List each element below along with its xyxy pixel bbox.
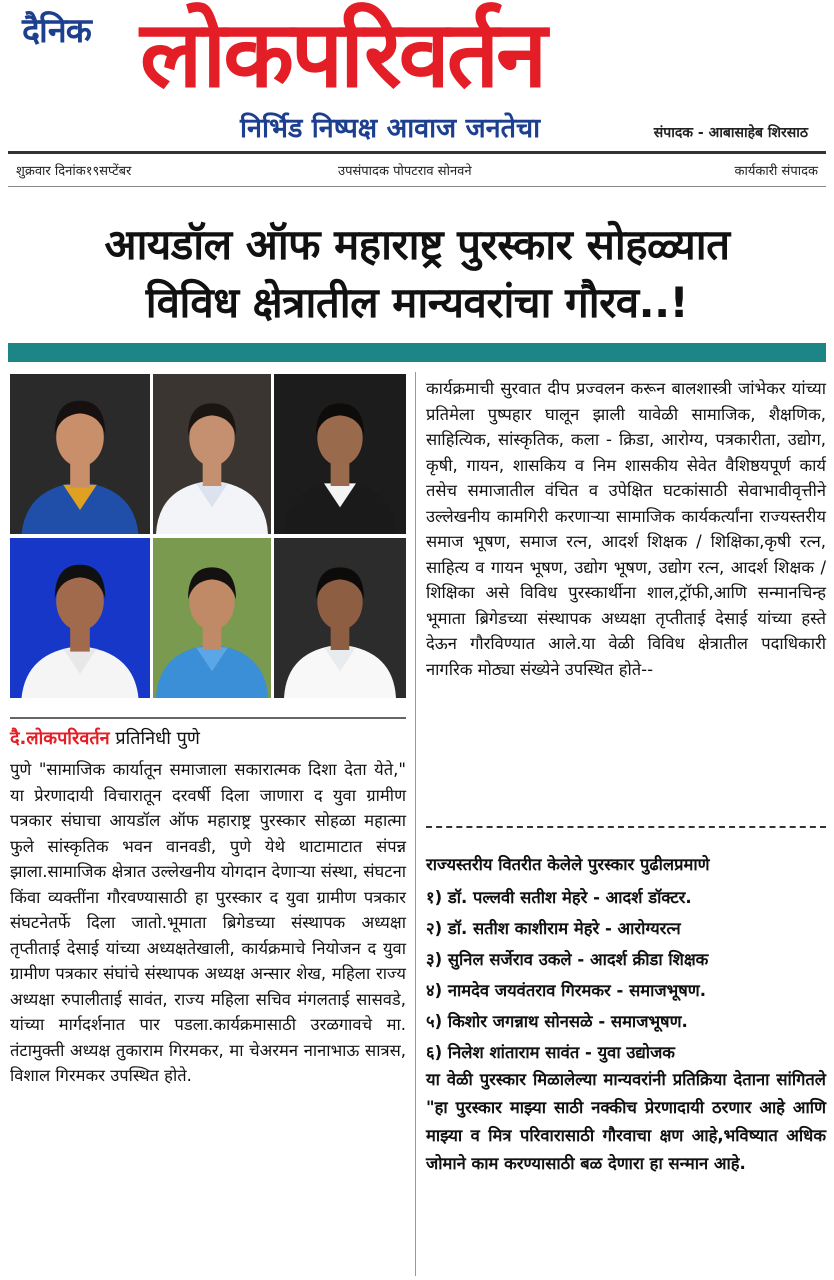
headline-line-2: विविध क्षेत्रातील मान्यवरांचा गौरव..!	[145, 278, 689, 327]
masthead-editor: संपादक - आबासाहेब शिरसाठ	[653, 125, 808, 141]
man-tracksuit-portrait	[274, 374, 406, 534]
award-item: ४) नामदेव जयवंतराव गिरमकर - समाजभूषण.	[426, 981, 706, 1000]
awards-title: राज्यस्तरीय वितरीत केलेले पुरस्कार पुढीलप्रमाणे	[426, 855, 710, 874]
woman-saree-portrait	[10, 374, 150, 534]
awardee-reaction: या वेळी पुरस्कार मिळालेल्या मान्यवरांनी प्रतिक्रिया देताना सांगितले "हा पुरस्कार माझ्या साठी नक्कीच प्रेरणादायी ठरणार आहे आणि माझ्या व मित्र परिवारासाठी गौरवाचा क्षण आहे,भविष्यात अधिक जोमाने काम करण्यासाठी बळ देणारा हा सन्मान आहे.	[426, 1070, 826, 1173]
award-item: ३) सुनिल सर्जेराव उकले - आदर्श क्रीडा शिक्षक	[426, 950, 709, 969]
info-bar-rule	[8, 186, 826, 187]
byline-reporter: प्रतिनिधी पुणे	[115, 728, 200, 749]
headline-divider-bar	[8, 343, 826, 362]
man-white-shirt-portrait	[153, 374, 271, 534]
info-sub-editor: उपसंपादक पोपटराव सोनवने	[338, 164, 472, 179]
headline-line-1: आयडॉल ऑफ महाराष्ट्र पुरस्कार सोहळ्यात	[104, 220, 730, 269]
masthead-prefix: दैनिक	[22, 11, 91, 51]
photo-grid	[10, 374, 406, 698]
article-left-body: पुणे "सामाजिक कार्यातून समाजाला सकारात्मक दिशा देता येते," या प्रेरणादायी विचारातून दरवर्षी दिला जाणारा द युवा ग्रामीण पत्रकार संघाचा आयडॉल ऑफ महाराष्ट्र पुरस्कार सोहळा महात्मा फुले सांस्कृतिक भवन वानवडी, पुणे येथे थाटामाटात संपन्न झाला.सामाजिक क्षेत्रात उल्लेखनीय योगदान देणाऱ्या संस्था, संघटना किंवा व्यक्तींना गौरवण्यासाठी हा पुरस्कार द युवा ग्रामीण पत्रकार संघटनेतर्फे दिला जातो.भूमाता ब्रिगेडच्या संस्थापक अध्यक्षा तृप्तीताई देसाई यांच्या अध्यक्षतेखाली, कार्यक्रमाचे नियोजन द युवा ग्रामीण पत्रकार संघांचे संस्थापक अध्यक्ष अन्सार शेख, महिला राज्य अध्यक्षा रुपालीताई सावंत, राज्य महिला सचिव मंगलताई सासवडे, यांच्या मार्गदर्शनात पार पडला.कार्यक्रमासाठी उरळगावचे मा. तंटामुक्ती अध्यक्ष तुकाराम गिरमकर, मा चेअरमन नानाभाऊ सात्रस, विशाल गिरमकर उपस्थित होते.	[10, 760, 406, 1085]
masthead	[0, 0, 834, 150]
photo-portrait-2	[153, 374, 271, 534]
award-item: १) डॉ. पल्लवी सतीश मेहरे - आदर्श डॉक्टर.	[426, 888, 692, 907]
masthead-title: लोकपरिवर्तन	[140, 1, 545, 108]
info-executive-editor: कार्यकारी संपादक	[734, 164, 818, 179]
byline-paper: दै.लोकपरिवर्तन	[10, 728, 110, 749]
byline	[10, 726, 200, 750]
photo-portrait-5	[153, 538, 271, 698]
headline	[8, 216, 826, 332]
dashed-separator	[426, 826, 826, 828]
column-divider	[415, 372, 416, 1276]
photo-caption-rule	[10, 717, 406, 719]
masthead-rule	[8, 151, 826, 154]
photo-portrait-1	[10, 374, 150, 534]
info-date: शुक्रवार दिनांक१९सप्टेंबर	[16, 164, 132, 179]
young-man-portrait	[274, 538, 406, 698]
photo-portrait-3	[274, 374, 406, 534]
info-bar	[8, 156, 826, 186]
bearded-man-portrait	[153, 538, 271, 698]
award-item: २) डॉ. सतीश काशीराम मेहरे - आरोग्यरत्न	[426, 919, 681, 938]
awards-list	[426, 882, 826, 1068]
masthead-tagline: निर्भिड निष्पक्ष आवाज जनतेचा	[240, 113, 541, 144]
award-item: ६) निलेश शांताराम सावंत - युवा उद्योजक	[426, 1043, 675, 1062]
photo-portrait-4	[10, 538, 150, 698]
article-right-body: कार्यक्रमाची सुरवात दीप प्रज्वलन करून बालशास्त्री जांभेकर यांच्या प्रतिमेला पुष्पहार घालून झाली यावेळी सामाजिक, शैक्षणिक, साहित्यिक, सांस्कृतिक, कला - क्रिडा, आरोग्य, पत्रकारीता, उद्योग, कृषी, गायन, शासकिय व निम शासकीय सेवेत वैशिष्ठयपूर्ण कार्य तसेच समाजातील वंचित व उपेक्षित घटकांसाठी सेवाभावीवृत्तीने उल्लेखनीय कामगिरी करणाऱ्या सामाजिक कार्यकर्त्यांना राज्यस्तरीय समाज भूषण, समाज रत्न, आदर्श शिक्षक / शिक्षिका,कृषी रत्न, साहित्य व गायन भूषण, उद्योग भूषण, उद्योग रत्न, आदर्श शिक्षक / शिक्षिका असे विविध पुरस्कार्थीना शाल,ट्रॉफी,आणि सन्मानचिन्ह भूमाता ब्रिगेडच्या संस्थापक अध्यक्षा तृप्तीताई देसाई यांच्या हस्ते देऊन गौरविण्यात आले.या वेळी विविध क्षेत्रातील पदाधिकारी नागरिक मोठ्या संख्येने उपस्थित होते--	[426, 379, 826, 679]
award-item: ५) किशोर जगन्नाथ सोनसळे - समाजभूषण.	[426, 1012, 688, 1031]
elder-man-portrait	[10, 538, 150, 698]
photo-portrait-6	[274, 538, 406, 698]
